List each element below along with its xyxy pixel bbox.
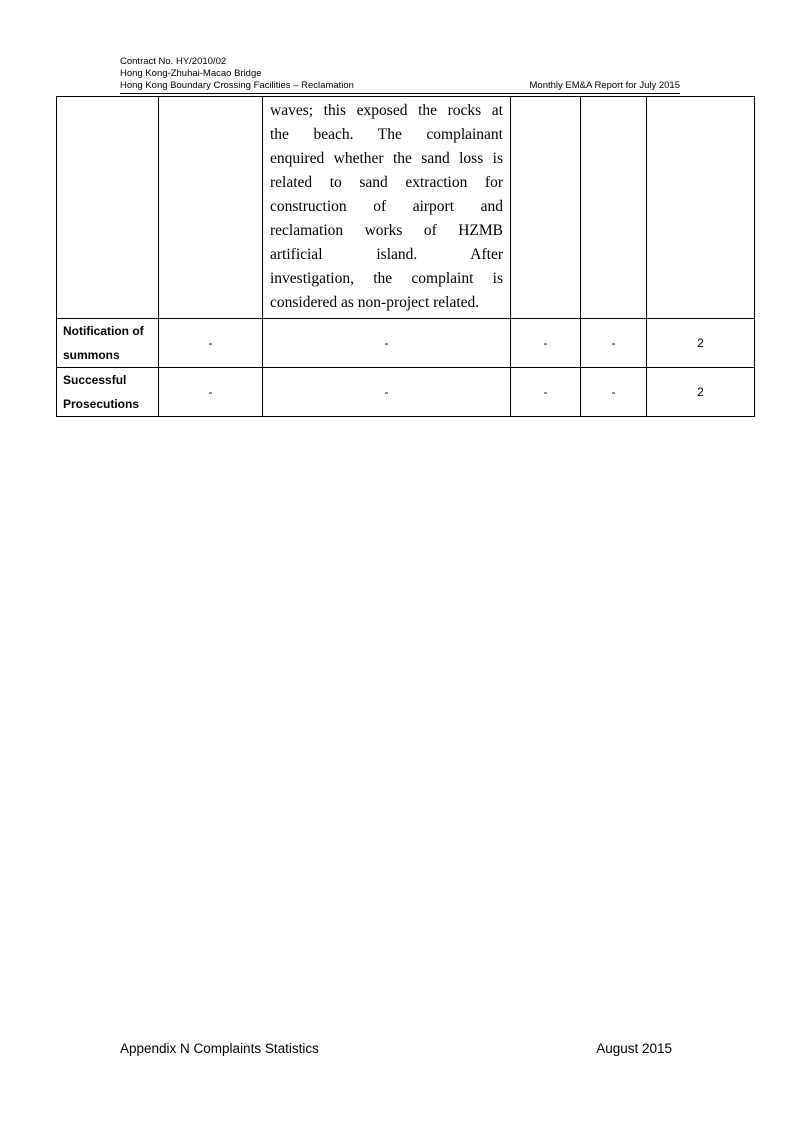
project-name: Hong Kong-Zhuhai-Macao Bridge [120, 68, 262, 79]
description-line: waves; this exposed the rocks at [270, 102, 503, 119]
description-line: the beach. The complainant [270, 126, 503, 143]
report-title: Monthly EM&A Report for July 2015 [529, 80, 680, 91]
table-cell-value: 2 [647, 319, 755, 368]
complaints-statistics-table [56, 96, 755, 417]
table-row-continued [57, 97, 755, 319]
contract-number: Contract No. HY/2010/02 [120, 56, 227, 67]
table-cell [159, 97, 263, 319]
table-cell-value: - [581, 319, 647, 368]
description-line: considered as non-project related. [270, 294, 480, 311]
footer-date: August 2015 [596, 1041, 672, 1056]
description-line: construction of airport and [270, 198, 503, 215]
description-line: enquired whether the sand loss is [270, 150, 503, 167]
description-line: investigation, the complaint is [270, 270, 503, 287]
table-cell-value: - [159, 368, 263, 417]
table-cell [647, 97, 755, 319]
description-line: reclamation works of HZMB [270, 222, 503, 239]
complaint-description-cell [263, 97, 511, 319]
description-line: artificial island. After [270, 246, 503, 263]
table-cell-value: - [159, 319, 263, 368]
table-cell-value: 2 [647, 368, 755, 417]
page-footer [120, 1041, 672, 1056]
facility-name: Hong Kong Boundary Crossing Facilities – Reclamation [120, 80, 354, 91]
description-line: related to sand extraction for [270, 174, 503, 191]
table-cell [511, 97, 581, 319]
table-cell-value: - [511, 368, 581, 417]
appendix-title: Appendix N Complaints Statistics [120, 1041, 319, 1056]
table-row [57, 368, 755, 417]
table-cell-value: - [581, 368, 647, 417]
page-header [120, 56, 680, 94]
table-cell-value: - [263, 319, 511, 368]
header-row [120, 80, 680, 94]
table-cell-value: - [263, 368, 511, 417]
row-label-notification-of-summons: Notification of summons [57, 319, 159, 368]
row-label-successful-prosecutions: Successful Prosecutions [57, 368, 159, 417]
table-cell [57, 97, 159, 319]
table-row [57, 319, 755, 368]
table-cell-value: - [511, 319, 581, 368]
table-cell [581, 97, 647, 319]
